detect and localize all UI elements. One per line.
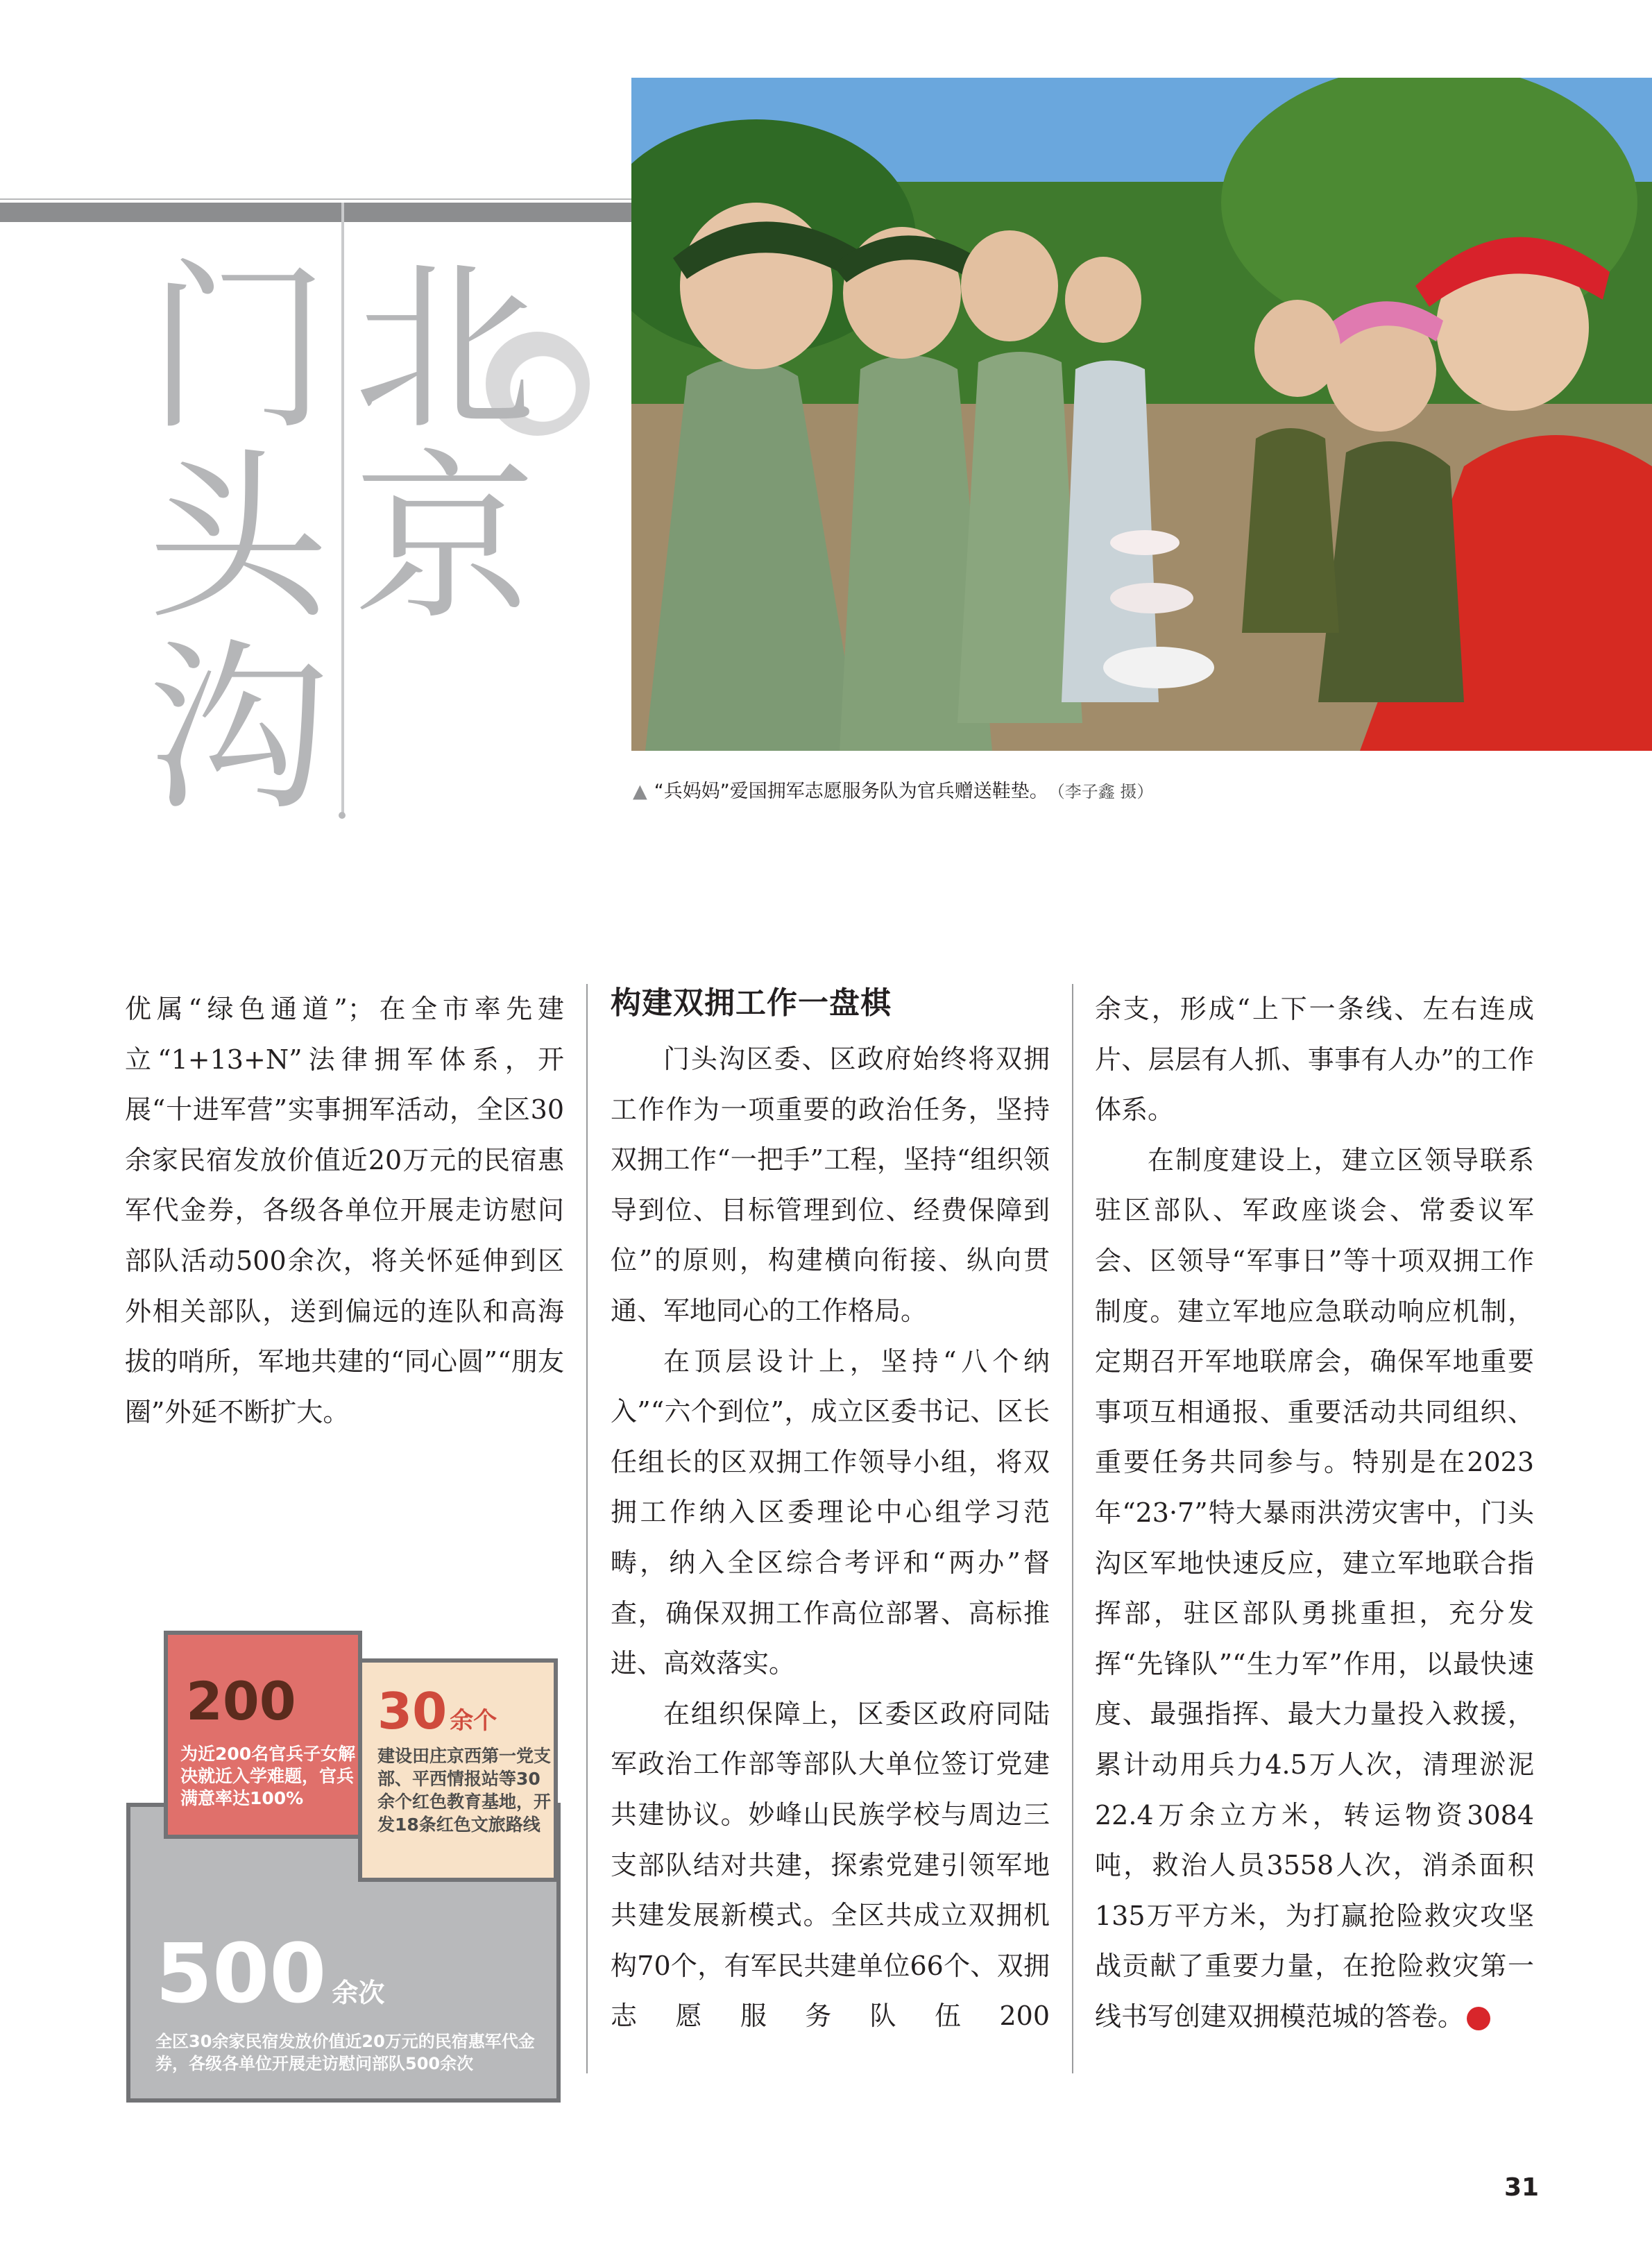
stat-30-value: 30 [377,1682,448,1740]
article-column-2 [611,1034,1050,2041]
stat-200-number: 200 [186,1670,296,1732]
col3-paragraph-final [1095,1135,1534,2042]
stat-30-number [377,1682,497,1747]
stat-500-unit: 余次 [332,1978,385,2008]
column-divider-1 [586,984,588,2073]
stat-500-number [155,1926,385,2035]
stat-box-30 [358,1658,558,1882]
caption-triangle-icon: ▲ [633,781,647,802]
title-char-tou: 头 [147,433,329,645]
hero-photo [631,78,1652,751]
photo-caption [633,776,1153,803]
header-thin-rule [0,198,631,200]
header-bar-left [0,203,341,222]
title-char-bei: 北 [354,243,536,455]
title-char-men: 门 [147,243,329,455]
stat-200-desc: 为近200名官兵子女解决就近入学难题，官兵满意率达100% [180,1744,356,1808]
stat-box-200 [164,1631,362,1839]
article-column-1 [125,984,564,1437]
col3-paragraph-text: 在制度建设上，建立区领导联系驻区部队、军政座谈会、常委议军会、区领导“军事日”等十项双拥工作制度。建立军地应急联动响应机制，定期召开军地联席会，确保军地重要事项互相通报、重要活动共同组织、重要任务共同参与。特别是在2023年“23·7”特大暴雨洪涝灾害中，门头沟区军地快速反应，建立军地联合指挥部，驻区部队勇挑重担，充分发挥“先锋队”“生力军”作用，以最快速度、最强指挥、最大力量投入救援，累计动用兵力4.5万人次，清理淤泥22.4万余立方米，转运物资3084吨，救治人员3558人次，消杀面积135万平方米，为打赢抢险救灾攻坚战贡献了重要力量，在抢险救灾第一线书写创建双拥模范城的答卷。 [1095,1144,1534,2032]
title-vertical-rule [341,203,344,813]
col1-paragraph: 优属“绿色通道”；在全市率先建立“1+13+N”法律拥军体系，开展“十进军营”实事拥军活动，全区30余家民宿发放价值近20万元的民宿惠军代金券，各级各单位开展走访慰问部队活动500余次，将关怀延伸到区外相关部队，送到偏远的连队和高海拔的哨所，军地共建的“同心圆”“朋友圈”外延不断扩大。 [125,994,564,1427]
end-mark-icon: N [1467,2007,1490,2030]
photo-credit: （李子鑫 摄） [1056,782,1154,801]
article-column-3 [1095,984,1534,2041]
title-rule-dot [339,812,346,819]
page-number: 31 [1504,2173,1540,2202]
stat-30-unit: 余个 [450,1707,497,1735]
stat-500-value: 500 [155,1926,327,2021]
col2-paragraph: 门头沟区委、区政府始终将双拥工作作为一项重要的政治任务，坚持双拥工作“一把手”工程，坚持“组织领导到位、目标管理到位、经费保障到位”的原则，构建横向衔接、纵向贯通、军地同心的工作格局。 [611,1044,1050,1326]
caption-text: “兵妈妈”爱国拥军志愿服务队为官兵赠送鞋垫。 [654,781,1048,802]
photo-illustration [631,78,1652,751]
header-bar-right [344,203,631,222]
col3-paragraph: 余支，形成“上下一条线、左右连成片、层层有人抓、事事有人办”的工作体系。 [1095,994,1534,1126]
col2-paragraph: 在组织保障上，区委区政府同陆军政治工作部等部队大单位签订党建共建协议。妙峰山民族学校与周边三支部队结对共建，探索党建引领军地共建发展新模式。全区共成立双拥机构70个，有军民共建单位66个、双拥志愿服务队伍200 [611,1698,1050,2032]
column-divider-2 [1072,984,1073,2073]
stat-30-desc: 建设田庄京西第一党支部、平西情报站等30余个红色教育基地，开发18条红色文旅路线 [377,1746,552,1835]
section-heading: 构建双拥工作一盘棋 [611,985,892,1021]
stat-500-desc: 全区30余家民宿发放价值近20万元的民宿惠军代金券，各级各单位开展走访慰问部队500余次 [155,2032,535,2073]
col2-paragraph: 在顶层设计上，坚持“八个纳入”“六个到位”，成立区委书记、区长任组长的区双拥工作领导小组，将双拥工作纳入区委理论中心组学习范畴，纳入全区综合考评和“两办”督查，确保双拥工作高位部署、高标推进、高效落实。 [611,1345,1050,1679]
title-char-jing: 京 [354,433,536,645]
title-char-gou: 沟 [147,623,329,835]
